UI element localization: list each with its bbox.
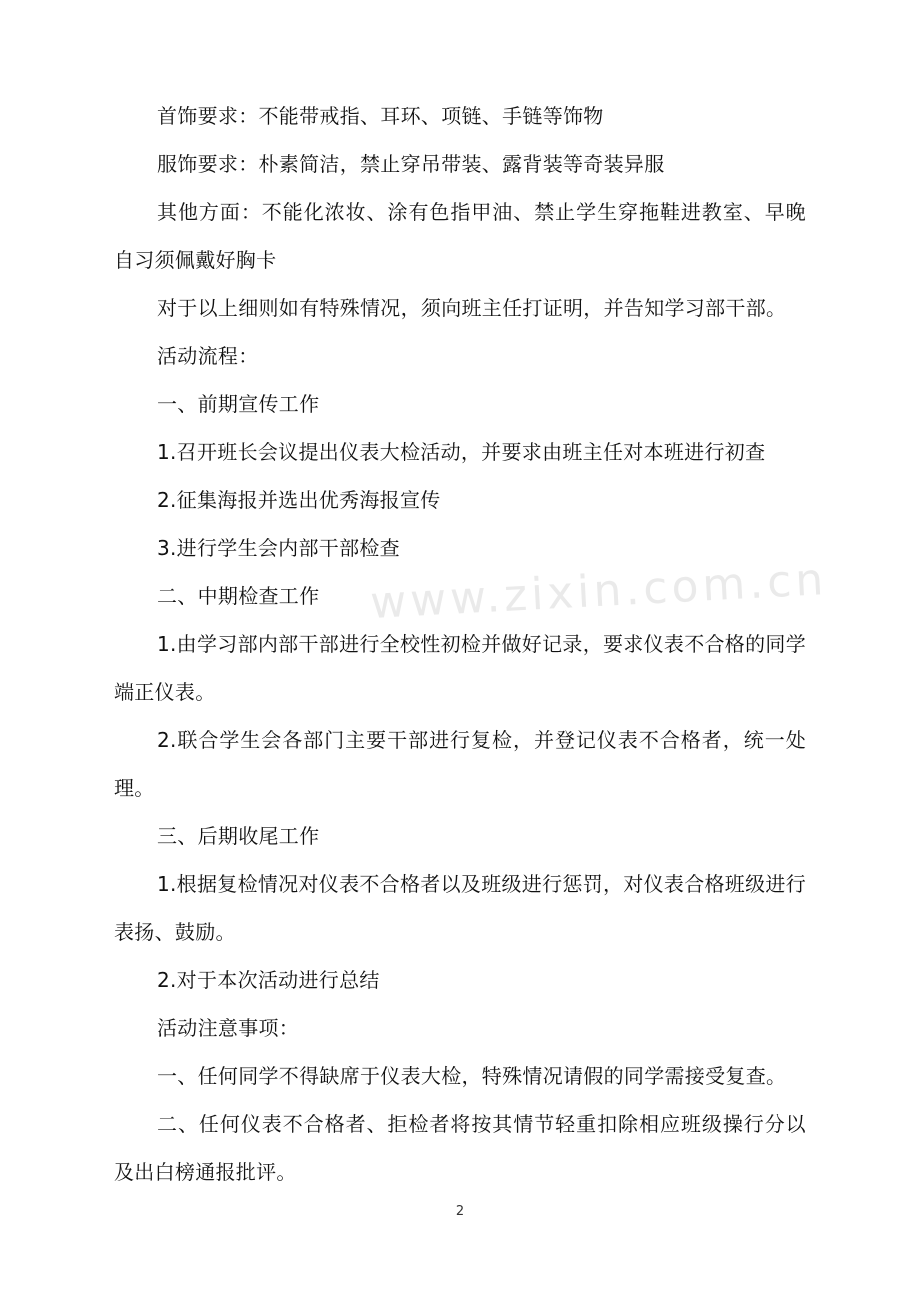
paragraph-other-rule: 其他方面：不能化浓妆、涂有色指甲油、禁止学生穿拖鞋进教室、早晚自习须佩戴好胸卡 — [114, 200, 806, 272]
heading-notes: 活动注意事项： — [157, 1016, 300, 1040]
list-item: 1.根据复检情况对仪表不合格者以及班级进行惩罚，对仪表合格班级进行表扬、鼓励。 — [114, 872, 806, 944]
page-number: 2 — [455, 1204, 465, 1219]
list-item: 1.由学习部内部干部进行全校性初检并做好记录，要求仪表不合格的同学端正仪表。 — [114, 632, 806, 704]
list-item: 一、任何同学不得缺席于仪表大检，特殊情况请假的同学需接受复查。 — [157, 1064, 787, 1088]
heading-phase-two: 二、中期检查工作 — [157, 584, 320, 608]
paragraph-jewelry-rule: 首饰要求：不能带戒指、耳环、项链、手链等饰物 — [157, 104, 604, 128]
list-item: 2.征集海报并选出优秀海报宣传 — [157, 488, 441, 512]
list-item: 2.对于本次活动进行总结 — [157, 968, 380, 992]
document-body — [114, 92, 806, 1196]
heading-activity-process: 活动流程： — [157, 344, 259, 368]
paragraph-clothing-rule: 服饰要求：朴素简洁，禁止穿吊带装、露背装等奇装异服 — [157, 152, 665, 176]
heading-phase-three: 三、后期收尾工作 — [157, 824, 320, 848]
heading-phase-one: 一、前期宣传工作 — [157, 392, 320, 416]
list-item: 3.进行学生会内部干部检查 — [157, 536, 400, 560]
list-item: 1.召开班长会议提出仪表大检活动，并要求由班主任对本班进行初查 — [157, 440, 766, 464]
watermark: www.zixin.com.cn — [368, 554, 829, 629]
list-item: 二、任何仪表不合格者、拒检者将按其情节轻重扣除相应班级操行分以及出白榜通报批评。 — [114, 1112, 806, 1184]
paragraph-special-cases: 对于以上细则如有特殊情况，须向班主任打证明，并告知学习部干部。 — [157, 296, 787, 320]
list-item: 2.联合学生会各部门主要干部进行复检，并登记仪表不合格者，统一处理。 — [114, 728, 806, 800]
